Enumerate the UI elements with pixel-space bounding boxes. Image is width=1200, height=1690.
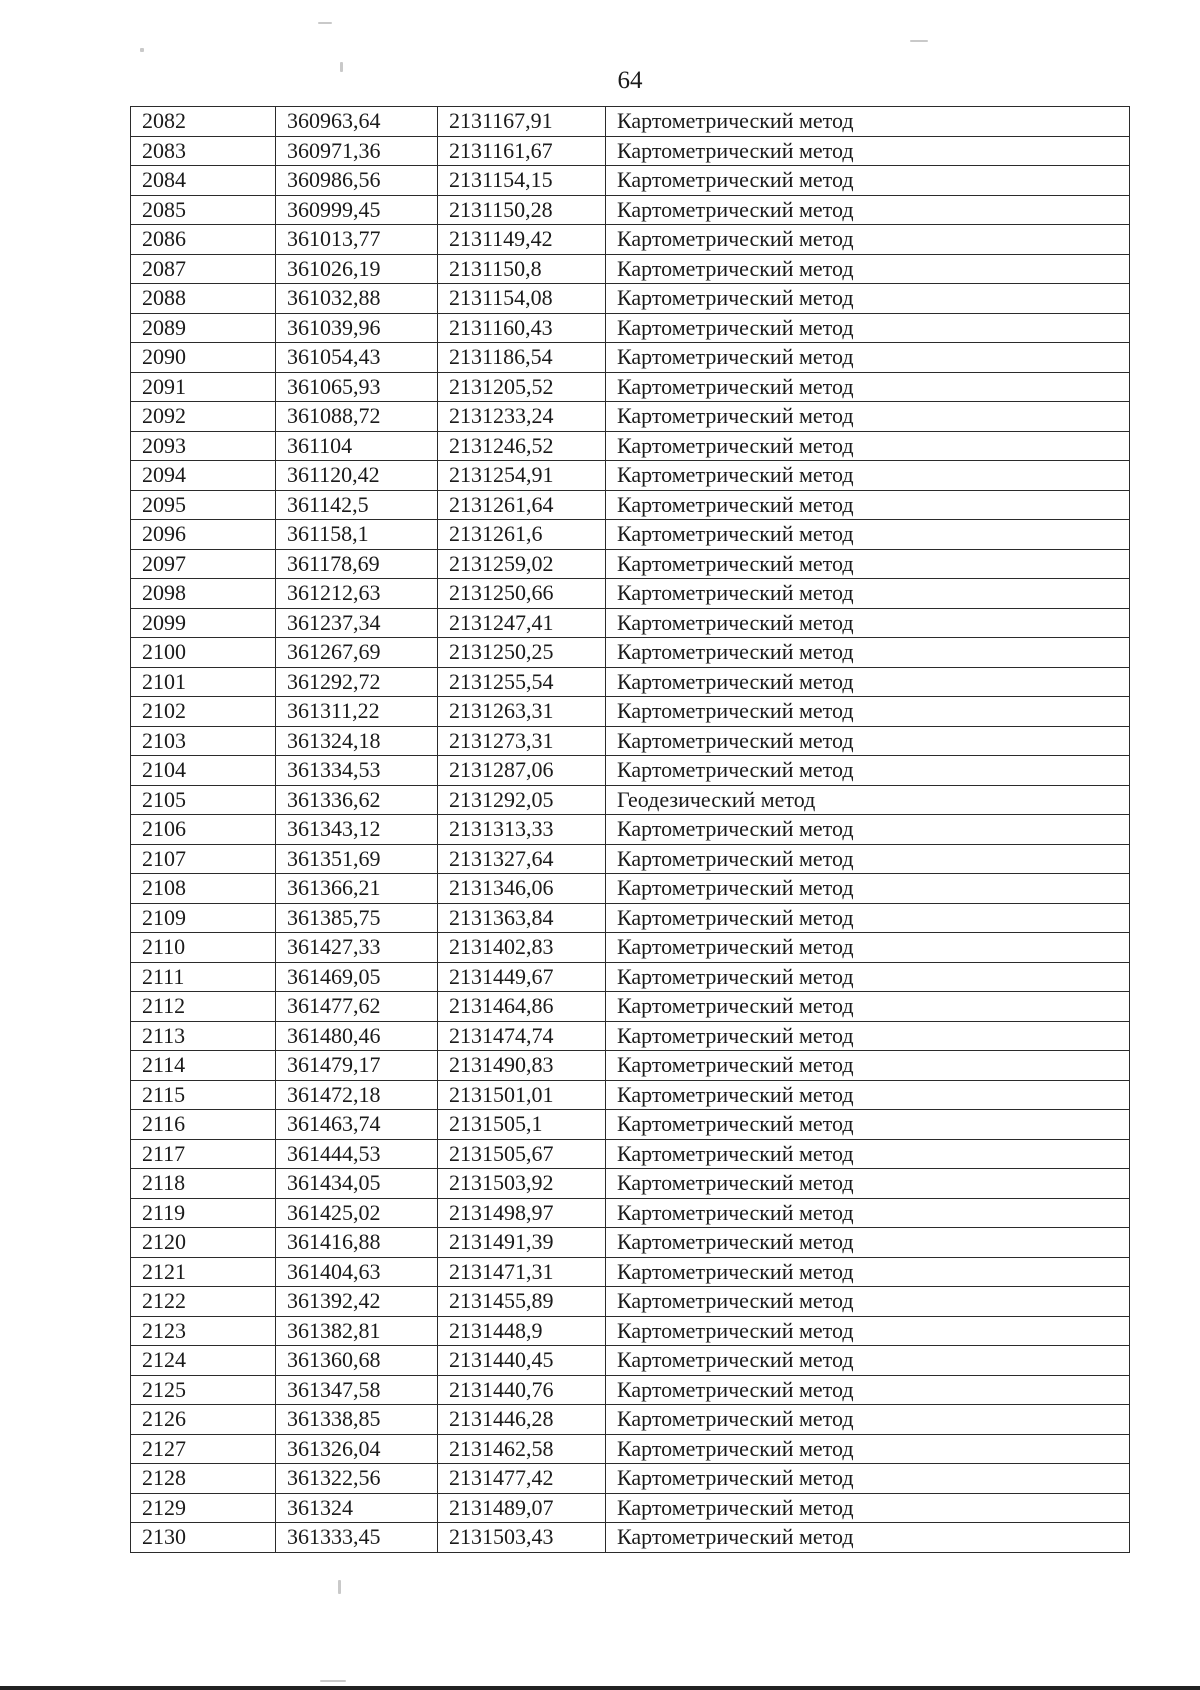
table-row: [131, 166, 1130, 196]
y-coordinate-cell: 2131327,64: [438, 844, 606, 874]
page-number: 64: [617, 67, 643, 94]
method-cell: Картометрический метод: [606, 756, 1130, 786]
method-cell: Картометрический метод: [606, 1316, 1130, 1346]
point-number-cell: 2095: [131, 490, 276, 520]
point-number-cell: 2120: [131, 1228, 276, 1258]
point-number-cell: 2085: [131, 195, 276, 225]
point-number-cell: 2126: [131, 1405, 276, 1435]
table-row: [131, 844, 1130, 874]
x-coordinate-cell: 361385,75: [276, 903, 438, 933]
x-coordinate-cell: 360963,64: [276, 107, 438, 137]
method-cell: Картометрический метод: [606, 284, 1130, 314]
y-coordinate-cell: 2131259,02: [438, 549, 606, 579]
point-number-cell: 2116: [131, 1110, 276, 1140]
point-number-cell: 2108: [131, 874, 276, 904]
method-cell: Картометрический метод: [606, 549, 1130, 579]
point-number-cell: 2110: [131, 933, 276, 963]
x-coordinate-cell: 361477,62: [276, 992, 438, 1022]
x-coordinate-cell: 361351,69: [276, 844, 438, 874]
table-row: [131, 667, 1130, 697]
method-cell: Картометрический метод: [606, 874, 1130, 904]
table-row: [131, 815, 1130, 845]
method-cell: Картометрический метод: [606, 166, 1130, 196]
x-coordinate-cell: 361065,93: [276, 372, 438, 402]
point-number-cell: 2112: [131, 992, 276, 1022]
point-number-cell: 2091: [131, 372, 276, 402]
point-number-cell: 2114: [131, 1051, 276, 1081]
y-coordinate-cell: 2131440,45: [438, 1346, 606, 1376]
point-number-cell: 2123: [131, 1316, 276, 1346]
y-coordinate-cell: 2131440,76: [438, 1375, 606, 1405]
method-cell: Картометрический метод: [606, 697, 1130, 727]
x-coordinate-cell: 361178,69: [276, 549, 438, 579]
point-number-cell: 2127: [131, 1434, 276, 1464]
method-cell: Картометрический метод: [606, 490, 1130, 520]
x-coordinate-cell: 361480,46: [276, 1021, 438, 1051]
y-coordinate-cell: 2131462,58: [438, 1434, 606, 1464]
table-row: [131, 343, 1130, 373]
x-coordinate-cell: 361434,05: [276, 1169, 438, 1199]
table-row: [131, 1464, 1130, 1494]
scan-speck: [140, 48, 144, 52]
y-coordinate-cell: 2131233,24: [438, 402, 606, 432]
table-row: [131, 756, 1130, 786]
y-coordinate-cell: 2131254,91: [438, 461, 606, 491]
table-row: [131, 1110, 1130, 1140]
method-cell: Картометрический метод: [606, 313, 1130, 343]
table-row: [131, 1257, 1130, 1287]
method-cell: Картометрический метод: [606, 343, 1130, 373]
y-coordinate-cell: 2131149,42: [438, 225, 606, 255]
method-cell: Картометрический метод: [606, 195, 1130, 225]
method-cell: Картометрический метод: [606, 136, 1130, 166]
x-coordinate-cell: 361088,72: [276, 402, 438, 432]
x-coordinate-cell: 360971,36: [276, 136, 438, 166]
x-coordinate-cell: 361158,1: [276, 520, 438, 550]
point-number-cell: 2107: [131, 844, 276, 874]
table-row: [131, 225, 1130, 255]
y-coordinate-cell: 2131250,25: [438, 638, 606, 668]
method-cell: Картометрический метод: [606, 1434, 1130, 1464]
x-coordinate-cell: 361463,74: [276, 1110, 438, 1140]
table-row: [131, 726, 1130, 756]
point-number-cell: 2115: [131, 1080, 276, 1110]
y-coordinate-cell: 2131363,84: [438, 903, 606, 933]
point-number-cell: 2086: [131, 225, 276, 255]
y-coordinate-cell: 2131402,83: [438, 933, 606, 963]
point-number-cell: 2104: [131, 756, 276, 786]
y-coordinate-cell: 2131273,31: [438, 726, 606, 756]
point-number-cell: 2121: [131, 1257, 276, 1287]
table-row: [131, 785, 1130, 815]
point-number-cell: 2098: [131, 579, 276, 609]
table-row: [131, 1434, 1130, 1464]
table-row: [131, 933, 1130, 963]
y-coordinate-cell: 2131261,64: [438, 490, 606, 520]
method-cell: Картометрический метод: [606, 1287, 1130, 1317]
x-coordinate-cell: 361032,88: [276, 284, 438, 314]
table-row: [131, 1228, 1130, 1258]
table-row: [131, 579, 1130, 609]
point-number-cell: 2129: [131, 1493, 276, 1523]
table-row: [131, 284, 1130, 314]
point-number-cell: 2097: [131, 549, 276, 579]
point-number-cell: 2099: [131, 608, 276, 638]
method-cell: Картометрический метод: [606, 1110, 1130, 1140]
point-number-cell: 2083: [131, 136, 276, 166]
table-row: [131, 1316, 1130, 1346]
x-coordinate-cell: 361039,96: [276, 313, 438, 343]
method-cell: Геодезический метод: [606, 785, 1130, 815]
y-coordinate-cell: 2131287,06: [438, 756, 606, 786]
method-cell: Картометрический метод: [606, 726, 1130, 756]
y-coordinate-cell: 2131446,28: [438, 1405, 606, 1435]
y-coordinate-cell: 2131346,06: [438, 874, 606, 904]
point-number-cell: 2128: [131, 1464, 276, 1494]
scan-speck: [340, 62, 343, 72]
table-row: [131, 136, 1130, 166]
method-cell: Картометрический метод: [606, 225, 1130, 255]
table-row: [131, 1080, 1130, 1110]
method-cell: Картометрический метод: [606, 254, 1130, 284]
x-coordinate-cell: 361392,42: [276, 1287, 438, 1317]
method-cell: Картометрический метод: [606, 667, 1130, 697]
point-number-cell: 2109: [131, 903, 276, 933]
point-number-cell: 2111: [131, 962, 276, 992]
method-cell: Картометрический метод: [606, 1346, 1130, 1376]
method-cell: Картометрический метод: [606, 520, 1130, 550]
table-row: [131, 1139, 1130, 1169]
method-cell: Картометрический метод: [606, 372, 1130, 402]
method-cell: Картометрический метод: [606, 1139, 1130, 1169]
y-coordinate-cell: 2131489,07: [438, 1493, 606, 1523]
x-coordinate-cell: 361237,34: [276, 608, 438, 638]
y-coordinate-cell: 2131491,39: [438, 1228, 606, 1258]
method-cell: Картометрический метод: [606, 1228, 1130, 1258]
coordinates-table: [130, 106, 1130, 1553]
table-row: [131, 1493, 1130, 1523]
y-coordinate-cell: 2131292,05: [438, 785, 606, 815]
y-coordinate-cell: 2131455,89: [438, 1287, 606, 1317]
method-cell: Картометрический метод: [606, 1198, 1130, 1228]
x-coordinate-cell: 361382,81: [276, 1316, 438, 1346]
table-row: [131, 697, 1130, 727]
method-cell: Картометрический метод: [606, 1493, 1130, 1523]
x-coordinate-cell: 361425,02: [276, 1198, 438, 1228]
x-coordinate-cell: 361444,53: [276, 1139, 438, 1169]
point-number-cell: 2092: [131, 402, 276, 432]
x-coordinate-cell: 361292,72: [276, 667, 438, 697]
table-row: [131, 195, 1130, 225]
method-cell: Картометрический метод: [606, 1405, 1130, 1435]
method-cell: Картометрический метод: [606, 1523, 1130, 1553]
scan-speck: [910, 40, 928, 42]
point-number-cell: 2088: [131, 284, 276, 314]
point-number-cell: 2084: [131, 166, 276, 196]
table-row: [131, 1021, 1130, 1051]
method-cell: Картометрический метод: [606, 107, 1130, 137]
y-coordinate-cell: 2131247,41: [438, 608, 606, 638]
point-number-cell: 2122: [131, 1287, 276, 1317]
point-number-cell: 2119: [131, 1198, 276, 1228]
x-coordinate-cell: 361479,17: [276, 1051, 438, 1081]
method-cell: Картометрический метод: [606, 844, 1130, 874]
y-coordinate-cell: 2131503,92: [438, 1169, 606, 1199]
table-row: [131, 903, 1130, 933]
x-coordinate-cell: 361142,5: [276, 490, 438, 520]
scan-speck: [338, 1580, 341, 1594]
x-coordinate-cell: 361427,33: [276, 933, 438, 963]
y-coordinate-cell: 2131261,6: [438, 520, 606, 550]
point-number-cell: 2103: [131, 726, 276, 756]
table-row: [131, 992, 1130, 1022]
x-coordinate-cell: 361311,22: [276, 697, 438, 727]
method-cell: Картометрический метод: [606, 1257, 1130, 1287]
x-coordinate-cell: 361267,69: [276, 638, 438, 668]
y-coordinate-cell: 2131150,8: [438, 254, 606, 284]
table-row: [131, 254, 1130, 284]
y-coordinate-cell: 2131498,97: [438, 1198, 606, 1228]
x-coordinate-cell: 361322,56: [276, 1464, 438, 1494]
x-coordinate-cell: 361324: [276, 1493, 438, 1523]
table-row: [131, 402, 1130, 432]
method-cell: Картометрический метод: [606, 903, 1130, 933]
method-cell: Картометрический метод: [606, 1080, 1130, 1110]
table-row: [131, 962, 1130, 992]
point-number-cell: 2101: [131, 667, 276, 697]
scan-bottom-edge: [0, 1686, 1200, 1690]
method-cell: Картометрический метод: [606, 933, 1130, 963]
x-coordinate-cell: 361366,21: [276, 874, 438, 904]
x-coordinate-cell: 361026,19: [276, 254, 438, 284]
y-coordinate-cell: 2131313,33: [438, 815, 606, 845]
scan-speck: [318, 22, 332, 24]
x-coordinate-cell: 361416,88: [276, 1228, 438, 1258]
y-coordinate-cell: 2131449,67: [438, 962, 606, 992]
point-number-cell: 2094: [131, 461, 276, 491]
x-coordinate-cell: 361469,05: [276, 962, 438, 992]
y-coordinate-cell: 2131464,86: [438, 992, 606, 1022]
point-number-cell: 2117: [131, 1139, 276, 1169]
table-row: [131, 1405, 1130, 1435]
method-cell: Картометрический метод: [606, 638, 1130, 668]
point-number-cell: 2125: [131, 1375, 276, 1405]
x-coordinate-cell: 361013,77: [276, 225, 438, 255]
point-number-cell: 2124: [131, 1346, 276, 1376]
point-number-cell: 2130: [131, 1523, 276, 1553]
table-row: [131, 1346, 1130, 1376]
x-coordinate-cell: 361338,85: [276, 1405, 438, 1435]
method-cell: Картометрический метод: [606, 992, 1130, 1022]
method-cell: Картометрический метод: [606, 962, 1130, 992]
y-coordinate-cell: 2131505,1: [438, 1110, 606, 1140]
table-row: [131, 874, 1130, 904]
y-coordinate-cell: 2131490,83: [438, 1051, 606, 1081]
point-number-cell: 2082: [131, 107, 276, 137]
point-number-cell: 2118: [131, 1169, 276, 1199]
point-number-cell: 2113: [131, 1021, 276, 1051]
y-coordinate-cell: 2131503,43: [438, 1523, 606, 1553]
x-coordinate-cell: 360986,56: [276, 166, 438, 196]
y-coordinate-cell: 2131154,08: [438, 284, 606, 314]
y-coordinate-cell: 2131505,67: [438, 1139, 606, 1169]
point-number-cell: 2106: [131, 815, 276, 845]
x-coordinate-cell: 361104: [276, 431, 438, 461]
table-row: [131, 1287, 1130, 1317]
coordinates-table-body: [131, 107, 1130, 1553]
table-row: [131, 490, 1130, 520]
point-number-cell: 2093: [131, 431, 276, 461]
x-coordinate-cell: 361120,42: [276, 461, 438, 491]
point-number-cell: 2089: [131, 313, 276, 343]
x-coordinate-cell: 361212,63: [276, 579, 438, 609]
method-cell: Картометрический метод: [606, 1051, 1130, 1081]
table-row: [131, 431, 1130, 461]
method-cell: Картометрический метод: [606, 461, 1130, 491]
y-coordinate-cell: 2131246,52: [438, 431, 606, 461]
method-cell: Картометрический метод: [606, 815, 1130, 845]
x-coordinate-cell: 361347,58: [276, 1375, 438, 1405]
table-row: [131, 461, 1130, 491]
x-coordinate-cell: 361326,04: [276, 1434, 438, 1464]
x-coordinate-cell: 361472,18: [276, 1080, 438, 1110]
x-coordinate-cell: 361336,62: [276, 785, 438, 815]
y-coordinate-cell: 2131255,54: [438, 667, 606, 697]
y-coordinate-cell: 2131205,52: [438, 372, 606, 402]
x-coordinate-cell: 361054,43: [276, 343, 438, 373]
x-coordinate-cell: 361324,18: [276, 726, 438, 756]
x-coordinate-cell: 361343,12: [276, 815, 438, 845]
y-coordinate-cell: 2131160,43: [438, 313, 606, 343]
table-row: [131, 608, 1130, 638]
table-row: [131, 549, 1130, 579]
method-cell: Картометрический метод: [606, 608, 1130, 638]
table-row: [131, 1051, 1130, 1081]
y-coordinate-cell: 2131448,9: [438, 1316, 606, 1346]
y-coordinate-cell: 2131477,42: [438, 1464, 606, 1494]
point-number-cell: 2100: [131, 638, 276, 668]
method-cell: Картометрический метод: [606, 1375, 1130, 1405]
method-cell: Картометрический метод: [606, 1169, 1130, 1199]
y-coordinate-cell: 2131154,15: [438, 166, 606, 196]
method-cell: Картометрический метод: [606, 579, 1130, 609]
table-row: [131, 520, 1130, 550]
point-number-cell: 2102: [131, 697, 276, 727]
table-row: [131, 372, 1130, 402]
method-cell: Картометрический метод: [606, 1021, 1130, 1051]
y-coordinate-cell: 2131167,91: [438, 107, 606, 137]
point-number-cell: 2096: [131, 520, 276, 550]
point-number-cell: 2090: [131, 343, 276, 373]
table-row: [131, 1169, 1130, 1199]
y-coordinate-cell: 2131161,67: [438, 136, 606, 166]
x-coordinate-cell: 361334,53: [276, 756, 438, 786]
y-coordinate-cell: 2131501,01: [438, 1080, 606, 1110]
y-coordinate-cell: 2131471,31: [438, 1257, 606, 1287]
table-row: [131, 313, 1130, 343]
method-cell: Картометрический метод: [606, 402, 1130, 432]
table-row: [131, 1375, 1130, 1405]
point-number-cell: 2105: [131, 785, 276, 815]
table-row: [131, 1523, 1130, 1553]
y-coordinate-cell: 2131150,28: [438, 195, 606, 225]
y-coordinate-cell: 2131263,31: [438, 697, 606, 727]
x-coordinate-cell: 361404,63: [276, 1257, 438, 1287]
point-number-cell: 2087: [131, 254, 276, 284]
x-coordinate-cell: 360999,45: [276, 195, 438, 225]
x-coordinate-cell: 361333,45: [276, 1523, 438, 1553]
table-row: [131, 107, 1130, 137]
x-coordinate-cell: 361360,68: [276, 1346, 438, 1376]
y-coordinate-cell: 2131186,54: [438, 343, 606, 373]
method-cell: Картометрический метод: [606, 1464, 1130, 1494]
y-coordinate-cell: 2131250,66: [438, 579, 606, 609]
table-row: [131, 638, 1130, 668]
scan-speck: [320, 1680, 346, 1682]
method-cell: Картометрический метод: [606, 431, 1130, 461]
table-row: [131, 1198, 1130, 1228]
y-coordinate-cell: 2131474,74: [438, 1021, 606, 1051]
